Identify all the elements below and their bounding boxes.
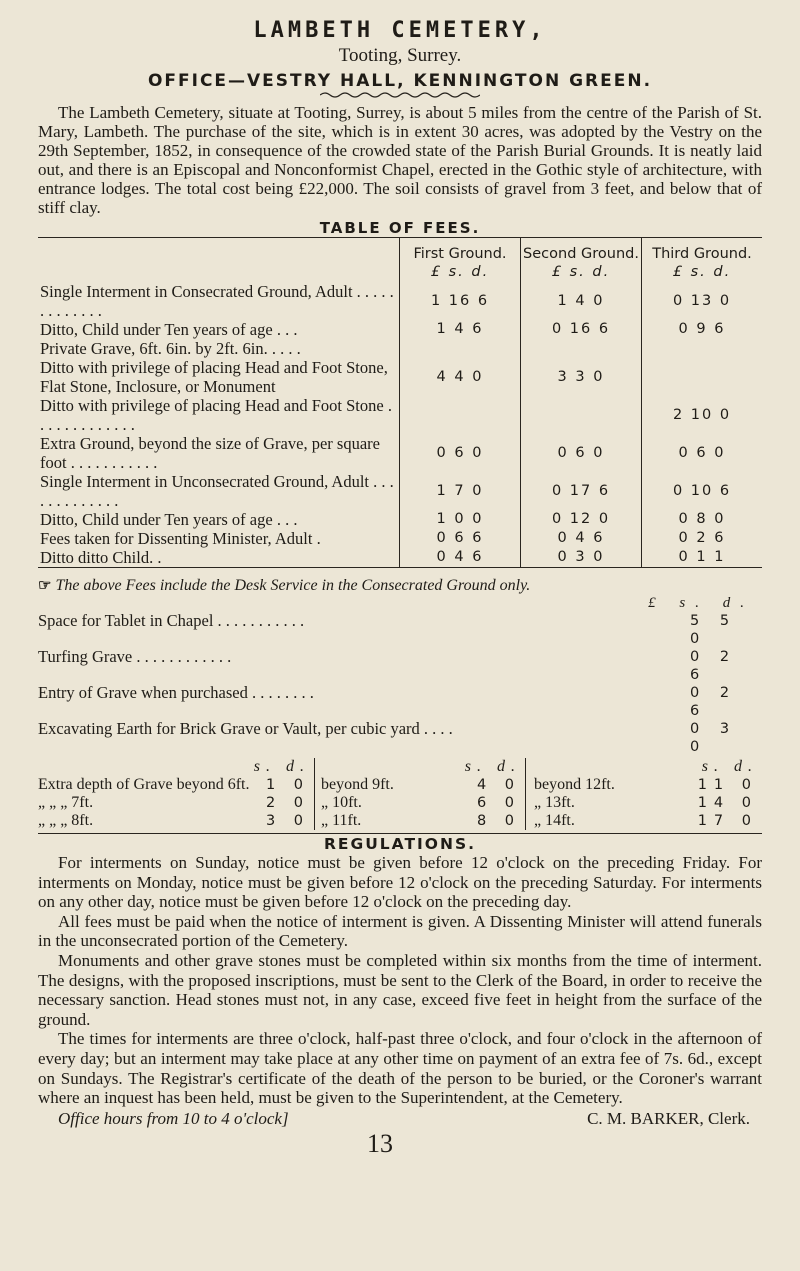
fee-value: 0 6 0 <box>521 434 642 472</box>
regulations-heading: REGULATIONS. <box>38 833 762 853</box>
footer <box>38 1109 762 1129</box>
fee-row <box>38 529 762 548</box>
extra-fee-value: 0 2 6 <box>690 649 738 683</box>
fee-value: 0 2 6 <box>642 529 763 548</box>
depth-column <box>525 758 762 830</box>
table-header-row <box>38 238 762 264</box>
units-label: £ s. d. <box>648 595 754 611</box>
depth-row <box>38 794 310 812</box>
location-line: Tooting, Surrey. <box>338 45 462 66</box>
extra-fee-value: 5 5 0 <box>690 613 738 647</box>
depth-value: 4 0 <box>476 777 521 793</box>
fee-label: Single Interment in Consecrated Ground, Adult . . . . . . . . . . . . . <box>40 282 394 320</box>
depth-value: 6 0 <box>476 795 521 811</box>
intro-paragraph: The Lambeth Cemetery, situate at Tooting, Surrey, is about 5 miles from the centre of the Parish of St. Mary, Lambeth. The purchase of the site, which is in extent 30 acres, was adopted by the Vestry on the 29th September, 1852, in consequence of the crowded state of the Parish Burial Grounds. It is neatly laid out, and there is an Episcopal and Nonconformist Chapel, erected in the Gothic style of architecture, with entrance lodges. The total cost being £22,000. The soil consists of gravel from 3 feet, and below that of stiff clay. <box>38 103 762 217</box>
fee-value: 1 4 0 <box>521 282 642 320</box>
regulation-paragraph: The times for interments are three o'clock, half-past three o'clock, and four o'clock in the afternoon of every day; but an interment may take place at any other time on payment of an extra fee of 7s. 6d., except on Sundays. The Registrar's certificate of the death of the person to be buried, or the Coroner's warrant where an inquest has been held, must be given to the Superintendent, at the Cemetery. <box>38 1029 762 1108</box>
fee-label: Private Grave, 6ft. 6in. by 2ft. 6in. . . . . <box>40 339 301 358</box>
units-label: s. d. <box>701 758 758 775</box>
fee-row <box>38 282 762 320</box>
column-header: First Ground. <box>400 238 521 264</box>
fee-label: Single Interment in Unconsecrated Ground, Adult . . . . . . . . . . . . . <box>40 472 394 510</box>
depth-value: 3 0 <box>265 813 310 829</box>
extra-fee-label: Excavating Earth for Brick Grave or Vault, per cubic yard . . . . <box>38 719 453 738</box>
fee-value: 0 17 6 <box>521 472 642 510</box>
fee-row <box>38 510 762 529</box>
regulation-paragraph: Monuments and other grave stones must be completed within six months from the time of interment. The designs, with the proposed inscriptions, must be sent to the Clerk of the Board, in order to receive the necessary sanction. Head stones must not, in any case, exceed five feet in height from the surface of the ground. <box>38 950 762 1029</box>
depth-fees <box>38 758 762 830</box>
fee-label: Ditto ditto Child. . <box>40 548 162 567</box>
table-title: TABLE OF FEES. <box>319 219 481 237</box>
fee-row <box>38 472 762 510</box>
fee-value: 1 16 6 <box>400 282 521 320</box>
depth-label: „ „ „ 8ft. <box>38 812 94 829</box>
column-header: Third Ground. <box>642 238 763 264</box>
fee-value <box>642 339 763 358</box>
depth-row <box>38 776 310 794</box>
fee-value: 1 4 6 <box>400 320 521 339</box>
wavy-rule <box>320 91 480 99</box>
fee-rows <box>38 282 762 568</box>
fee-row <box>38 434 762 472</box>
page-number: 13 <box>367 1128 393 1158</box>
depth-value: 11 0 <box>697 777 758 793</box>
fee-value: 0 13 0 <box>642 282 763 320</box>
depth-row <box>534 776 758 794</box>
fee-value: 0 6 6 <box>400 529 521 548</box>
fee-value: 3 3 0 <box>521 358 642 396</box>
depth-value: 1 0 <box>265 777 310 793</box>
office-hours: Office hours from 10 to 4 o'clock] <box>58 1108 289 1128</box>
fee-value: 0 12 0 <box>521 510 642 529</box>
depth-label: „ 14ft. <box>534 812 575 829</box>
regulations-text <box>38 853 762 1108</box>
fee-value <box>642 358 763 396</box>
units-row <box>38 263 762 282</box>
units-label: £ s. d. <box>521 263 642 282</box>
fee-row <box>38 320 762 339</box>
extra-fee-label: Space for Tablet in Chapel . . . . . . . . . . . <box>38 611 305 630</box>
fee-row <box>38 548 762 568</box>
fee-value <box>400 396 521 434</box>
depth-value: 14 0 <box>697 795 758 811</box>
extra-fee-value: 0 2 6 <box>690 685 738 719</box>
depth-label: „ 11ft. <box>321 812 362 829</box>
fee-label: Ditto with privilege of placing Head and Foot Stone, Flat Stone, Inclosure, or Monument <box>40 358 388 396</box>
depth-column <box>38 758 314 830</box>
units-label: £ s. d. <box>642 263 763 282</box>
extra-fee-value: 0 3 0 <box>690 721 738 755</box>
fee-row <box>38 358 762 396</box>
depth-label: „ 13ft. <box>534 794 575 811</box>
depth-value: 8 0 <box>476 813 521 829</box>
units-label: £ s. d. <box>400 263 521 282</box>
fee-value: 0 4 6 <box>400 548 521 568</box>
fee-row <box>38 339 762 358</box>
pointing-hand-icon: ☞ <box>38 578 52 594</box>
fee-value: 1 7 0 <box>400 472 521 510</box>
extra-fees-list <box>38 612 762 756</box>
fee-value: 4 4 0 <box>400 358 521 396</box>
extra-fee-item <box>38 612 762 648</box>
fee-value: 0 16 6 <box>521 320 642 339</box>
depth-label: „ 10ft. <box>321 794 362 811</box>
fees-table <box>38 237 762 568</box>
extra-fee-item <box>38 648 762 684</box>
fee-row <box>38 396 762 434</box>
fee-value <box>521 396 642 434</box>
depth-row <box>321 776 521 794</box>
note-text: The above Fees include the Desk Service in the Consecrated Ground only. <box>55 577 531 594</box>
extra-fee-item <box>38 720 762 756</box>
fee-value: 1 0 0 <box>400 510 521 529</box>
depth-row <box>534 812 758 830</box>
fee-value: 0 4 6 <box>521 529 642 548</box>
fee-label: Fees taken for Dissenting Minister, Adult . <box>40 529 321 548</box>
depth-label: Extra depth of Grave beyond 6ft. <box>38 776 250 793</box>
units-label: s. d. <box>464 758 521 775</box>
depth-value: 17 0 <box>697 813 758 829</box>
depth-label: „ „ „ 7ft. <box>38 794 94 811</box>
fee-value: 0 1 1 <box>642 548 763 568</box>
regulation-paragraph: For interments on Sunday, notice must be given before 12 o'clock on the preceding Friday. For interments on Monday, notice must be given before 12 o'clock on the preceding Saturday. For interments on any other day, notice must be given before 12 o'clock on the preceding day. <box>38 853 762 912</box>
fee-value: 0 6 0 <box>400 434 521 472</box>
extra-fee-label: Entry of Grave when purchased . . . . . . . . <box>38 683 314 702</box>
depth-label: beyond 9ft. <box>321 776 394 793</box>
depth-column <box>314 758 525 830</box>
document-title: LAMBETH CEMETERY, <box>253 18 547 43</box>
depth-value: 2 0 <box>265 795 310 811</box>
extra-fee-label: Turfing Grave . . . . . . . . . . . . <box>38 647 232 666</box>
fee-value: 2 10 0 <box>642 396 763 434</box>
clerk-signature: C. M. BARKER, Clerk. <box>587 1108 750 1128</box>
depth-label: beyond 12ft. <box>534 776 615 793</box>
fees-note <box>38 576 762 595</box>
fee-value: 0 9 6 <box>642 320 763 339</box>
column-header: Second Ground. <box>521 238 642 264</box>
fee-label: Ditto, Child under Ten years of age . . . <box>40 510 298 529</box>
depth-row <box>321 812 521 830</box>
fee-label: Ditto, Child under Ten years of age . . . <box>40 320 298 339</box>
depth-row <box>38 812 310 830</box>
depth-row <box>321 794 521 812</box>
fee-value: 0 8 0 <box>642 510 763 529</box>
regulation-paragraph: All fees must be paid when the notice of interment is given. A Dissenting Minister will attend funerals in the unconsecrated portion of the Cemetery. <box>38 911 762 951</box>
fee-label: Extra Ground, beyond the size of Grave, per square foot . . . . . . . . . . . <box>40 434 380 472</box>
units-label: s. d. <box>253 758 310 775</box>
fee-value: 0 6 0 <box>642 434 763 472</box>
fee-value: 0 10 6 <box>642 472 763 510</box>
fee-value <box>521 339 642 358</box>
fee-value <box>400 339 521 358</box>
extra-fee-item <box>38 684 762 720</box>
depth-row <box>534 794 758 812</box>
office-line: OFFICE—VESTRY HALL, KENNINGTON GREEN. <box>147 71 653 91</box>
fee-value: 0 3 0 <box>521 548 642 568</box>
fee-label: Ditto with privilege of placing Head and Foot Stone . . . . . . . . . . . . . <box>40 396 392 434</box>
